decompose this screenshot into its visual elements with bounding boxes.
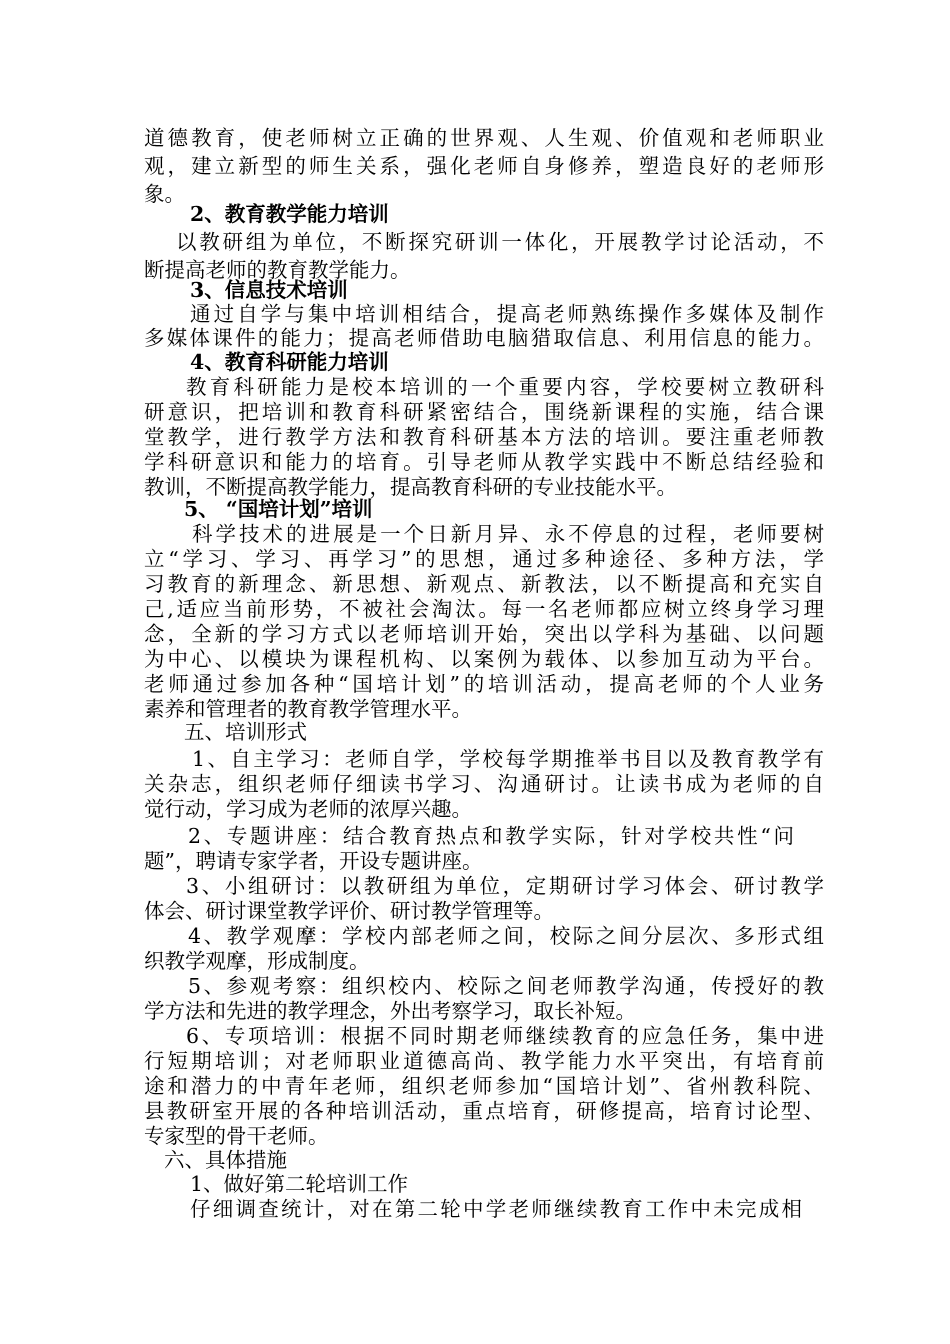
body-text-line: 断提高老师的教育教学能力。 (144, 258, 411, 282)
body-text-line: 关杂志，组织老师仔细读书学习、沟通研讨。让读书成为老师的自 (144, 772, 824, 796)
body-text-line: 象。 (144, 182, 185, 206)
body-text-line: 学科研意识和能力的培育。引导老师从教学实践中不断总结经验和 (144, 450, 824, 474)
section-heading: 五、培训形式 (184, 720, 307, 744)
body-text-line: 素养和管理者的教育教学管理水平。 (144, 697, 472, 721)
body-text-line: 县教研室开展的各种培训活动，重点培育，研修提高，培育讨论型、 (144, 1099, 824, 1123)
body-text-line: 观，建立新型的师生关系，强化老师自身修养，塑造良好的老师形 (144, 154, 824, 178)
body-text-line: 学方法和先进的教学理念，外出考察学习，取长补短。 (144, 999, 636, 1023)
body-text-line: 道德教育，使老师树立正确的世界观、人生观、价值观和老师职业 (144, 126, 824, 150)
body-text-line: 织教学观摩，形成制度。 (144, 949, 370, 973)
body-text-line: 科学技术的进展是一个日新月异、永不停息的过程，老师要树 (192, 522, 824, 546)
body-text-line: 念，全新的学习方式以老师培训开始，突出以学科为基础、以问题 (144, 622, 824, 646)
body-text-line: 行短期培训；对老师职业道德高尚、教学能力水平突出，有培育前 (144, 1049, 824, 1073)
body-text-line: 立“学习、学习、再学习”的思想，通过多种途径、多种方法，学 (144, 547, 824, 571)
body-text-line: 3、小组研讨：以教研组为单位，定期研讨学习体会、研讨教学 (186, 874, 824, 898)
section-heading: 4、教育科研能力培训 (190, 350, 389, 374)
section-heading: 3、信息技术培训 (190, 278, 348, 302)
body-text-line: 2、专题讲座：结合教育热点和教学实际，针对学校共性“问 (188, 824, 794, 848)
body-text-line: 1、自主学习：老师自学，学校每学期推举书目以及教育教学有 (192, 747, 824, 771)
body-text-line: 教训，不断提高教学能力，提高教育科研的专业技能水平。 (144, 475, 677, 499)
body-text-line: 题”，聘请专家学者，开设专题讲座。 (144, 849, 483, 873)
body-text-line: 教育科研能力是校本培训的一个重要内容，学校要树立教研科 (186, 375, 824, 399)
body-text-line: 专家型的骨干老师。 (144, 1124, 329, 1148)
body-text-line: 觉行动，学习成为老师的浓厚兴趣。 (144, 797, 472, 821)
body-text-line: 5、参观考察：组织校内、校际之间老师教学沟通，传授好的教 (188, 974, 824, 998)
body-text-line: 以教研组为单位，不断探究研训一体化，开展教学讨论活动，不 (176, 230, 824, 254)
section-heading: 5、 “国培计划”培训 (184, 497, 373, 521)
body-text-line: 途和潜力的中青年老师，组织老师参加“国培计划”、省州教科院、 (144, 1074, 824, 1098)
body-text-line: 体会、研讨课堂教学评价、研讨教学管理等。 (144, 899, 554, 923)
body-text-line: 仔细调查统计，对在第二轮中学老师继续教育工作中未完成相 (190, 1197, 802, 1221)
body-text-line: 堂教学，进行教学方法和教育科研基本方法的培训。要注重老师教 (144, 425, 824, 449)
body-text-line: 多媒体课件的能力；提高老师借助电脑猎取信息、利用信息的能力。 (144, 326, 824, 350)
body-text-line: 老师通过参加各种“国培计划”的培训活动，提高老师的个人业务 (144, 672, 824, 696)
body-text-line: 为中心、以模块为课程机构、以案例为载体、以参加互动为平台。 (144, 647, 824, 671)
body-text-line: 研意识，把培训和教育科研紧密结合，围绕新课程的实施，结合课 (144, 400, 824, 424)
subsection-heading: 1、做好第二轮培训工作 (190, 1172, 409, 1196)
body-text-line: 通过自学与集中培训相结合，提高老师熟练操作多媒体及制作 (190, 302, 824, 326)
body-text-line: 己,适应当前形势，不被社会淘汰。每一名老师都应树立终身学习理 (144, 597, 824, 621)
body-text-line: 4、教学观摩：学校内部老师之间，校际之间分层次、多形式组 (188, 924, 824, 948)
body-text-line: 习教育的新理念、新思想、新观点、新教法，以不断提高和充实自 (144, 572, 824, 596)
section-heading: 六、具体措施 (164, 1148, 287, 1172)
section-heading: 2、教育教学能力培训 (190, 202, 389, 226)
body-text-line: 6、专项培训：根据不同时期老师继续教育的应急任务，集中进 (186, 1024, 824, 1048)
